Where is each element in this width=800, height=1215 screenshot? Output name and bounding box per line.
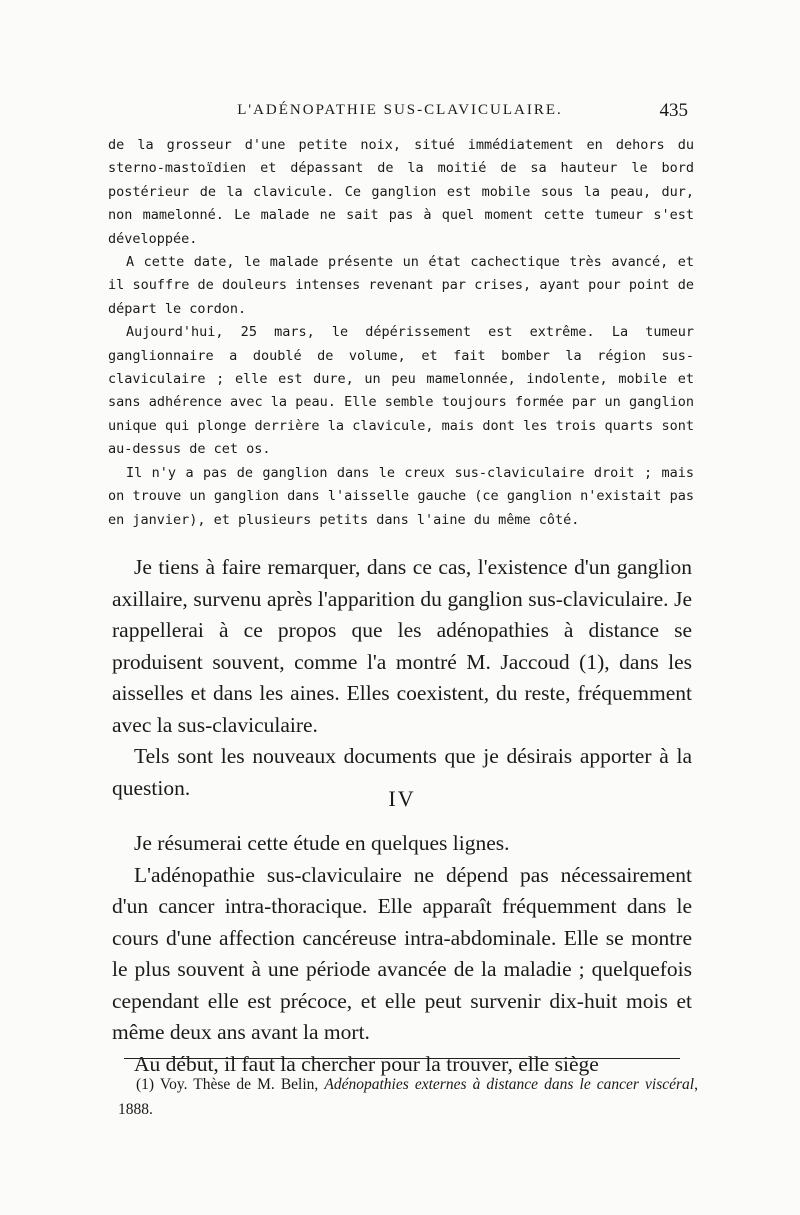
footnote bbox=[118, 1072, 698, 1122]
paragraph: Tels sont les nouveaux documents que je désirais apporter à la question. bbox=[112, 744, 692, 800]
paragraph: L'adénopathie sus-claviculaire ne dépend pas nécessairement d'un cancer intra-thoracique. Elle apparaît fréquemment dans le cours d'une affection cancéreuse intra-abdominale. Elle se montre le plus souvent à une période avancée de la maladie ; quelquefois cependant elle est précoce, et elle peut survenir dix-huit mois et même deux ans avant la mort. bbox=[112, 862, 692, 1044]
running-head: L'ADÉNOPATHIE SUS-CLAVICULAIRE. bbox=[237, 102, 563, 118]
paragraph: A cette date, le malade présente un état cachectique très avancé, et il souffre de douleurs intenses revenant par crises, ayant pour point de départ le cordon. bbox=[108, 254, 694, 317]
footnote-divider bbox=[124, 1058, 680, 1059]
paragraph: Je tiens à faire remarquer, dans ce cas, l'existence d'un ganglion axillaire, survenu après l'apparition du ganglion sus-claviculaire. Je rappellerai à ce propos que les adénopathies à distance se produisent souvent, comme l'a montré M. Jaccoud (1), dans les aisselles et dans les aines. Elles coexistent, du reste, fréquemment avec la sus-claviculaire. bbox=[112, 555, 692, 737]
paragraph: Il n'y a pas de ganglion dans le creux sus-claviculaire droit ; mais on trouve un ganglion dans l'aisselle gauche (ce ganglion n'existait pas en janvier), et plusieurs petits dans l'aine du même côté. bbox=[108, 464, 694, 528]
page-number: 435 bbox=[659, 100, 688, 121]
commentary-text bbox=[112, 552, 692, 804]
footnote-prefix: (1) Voy. Thèse de M. Belin, bbox=[136, 1076, 325, 1093]
footnote-suffix: , 1888. bbox=[118, 1076, 698, 1118]
summary-text bbox=[112, 828, 692, 1080]
case-report-text bbox=[108, 134, 694, 532]
paragraph: Je résumerai cette étude en quelques lignes. bbox=[134, 831, 510, 855]
footnote-title: Adénopathies externes à distance dans le cancer viscéral bbox=[324, 1076, 695, 1093]
page-header bbox=[110, 96, 690, 126]
paragraph: de la grosseur d'une petite noix, situé immédiatement en dehors du sterno-mastoïdien et dépassant de la moitié de sa hauteur le bord postérieur de la clavicule. Ce ganglion est mobile sous la peau, dur, non mamelonné. Le malade ne sait pas à quel moment cette tumeur s'est développée. bbox=[108, 137, 694, 247]
paragraph: Aujourd'hui, 25 mars, le dépérissement est extrême. La tumeur ganglionnaire a doublé de volume, et fait bomber la région sus-claviculaire ; elle est dure, un peu mamelonnée, indolente, mobile et sans adhérence avec la peau. Elle semble toujours formée par un ganglion unique qui plonge derrière la clavicule, mais dont les trois quarts sont au-dessus de cet os. bbox=[108, 324, 694, 458]
section-number: IV bbox=[388, 786, 416, 811]
paragraph: Au début, il faut la chercher pour la trouver, elle siège bbox=[134, 1051, 599, 1076]
